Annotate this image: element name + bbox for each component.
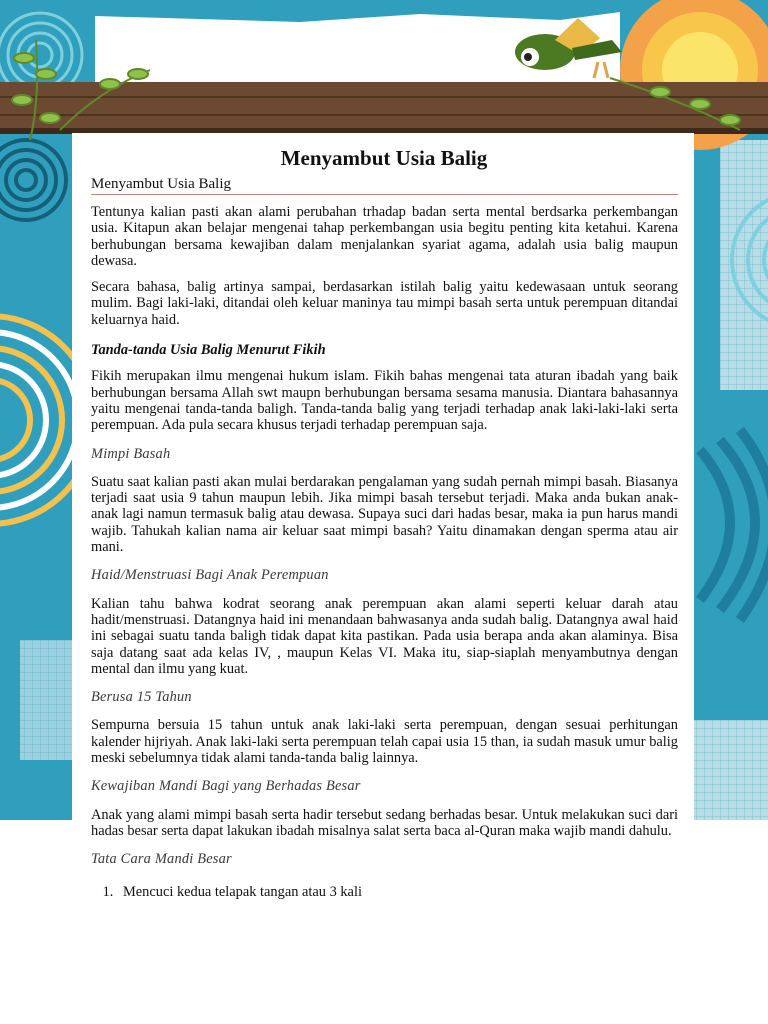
subsection-heading: Kewajiban Mandi Bagi yang Berhadas Besar <box>91 778 361 795</box>
section-paragraph: Fikih merupakan ilmu mengenai hukum islam. Fikih bahas mengenai tata aturan ibadah yang baik berhubungan bersama Allah swt maupn berhubungan bersama sesama manusia. Diantara bahasannya yaitu mengenai tanda-tanda baligh. Tanda-tanda balig yang terjadi terhadap anak laki-laki-laki serta perempuan. Ada pula secara khusus terjadi terhadap perempuan saja. <box>91 368 678 434</box>
subsection-heading: Berusa 15 Tahun <box>91 689 192 706</box>
page-title: Menyambut Usia Balig <box>280 146 488 170</box>
article-body <box>91 198 678 901</box>
grid-pattern-right <box>720 140 768 390</box>
section-heading: Tanda-tanda Usia Balig Menurut Fikih <box>91 342 326 359</box>
steps-list <box>91 884 678 901</box>
subsection-heading: Mimpi Basah <box>91 445 171 462</box>
subsection-paragraph: Kalian tahu bahwa kodrat seorang anak perempuan akan alami seperti keluar darah atau hadit/menstruasi. Datangnya haid ini menandaan bahwasanya anda sudah balig. Datangnya awal haid ini sebagai suatu tanda baligh tidak dapat kita pastikan. Pada usia berapa anda akan alaminya. Bisa saja datang saat ada kelas IV, , maupun Kelas VI. Maka itu, siap-siaplah menyambutnya dengan mental dan ilmu yang kuat. <box>91 595 678 677</box>
intro-paragraph: Tentunya kalian pasti akan alami perubahan trhadap badan serta mental berdsarka perkembangan usia. Kitapun akan belajar mengenai tahap perkembangan usia begitu penting kita ketahui. Karena berhubungan bersama kewajiban dalam menjalankan syariat agama, adalah usia balig maupun dewasa. <box>91 204 678 269</box>
subsection-paragraph: Sempurna bersuia 15 tahun untuk anak laki-laki serta perempuan, dengan sesuai perhitungan kalender hijriyah. Anak laki-laki serta perempuan telah capai usia 15 than, ia sudah masuk umur balig meski sebelumnya tidak alami tanda-tanda balig lainnya. <box>91 717 678 767</box>
subsection-paragraph: Suatu saat kalian pasti akan mulai berdarakan pengalaman yang sudah pernah mimpi basah. Biasanya terjadi saat usia 9 tahun maupun lebih. Jika mimpi basah tersebut terjadi. Maka anda bukan anak-anak lagi namun termasuk balig atau dewasa. Supaya suci dari hadas besar, maka ia pun harus mandi wajib. Tahukah kalian nama air keluar saat mimpi basah? Yaitu dinamakan dengan sperma atau air mani. <box>91 473 678 556</box>
steps-heading: Tata Cara Mandi Besar <box>91 851 232 868</box>
definition-paragraph: Secara bahasa, balig artinya sampai, berdasarkan istilah balig yaitu kedewasaan untuk seorang mulim. Bagi laki-laki, ditandai oleh keluar maninya tau mimpi basah serta untuk perempuan ditandai keluarnya haid. <box>91 279 678 328</box>
subsection-heading: Haid/Menstruasi Bagi Anak Perempuan <box>91 567 329 584</box>
subsection-paragraph: Anak yang alami mimpi basah serta hadir tersebut sedang berhadas besar. Untuk melakukan suci dari hadas besar serta dapat lakukan ibadah misalnya salat serta baca al-Quran maka wajib mandi dahulu. <box>91 806 678 839</box>
subtitle: Menyambut Usia Balig <box>91 176 678 195</box>
step-item: 1. Mencuci kedua telapak tangan atau 3 kali <box>117 884 678 901</box>
